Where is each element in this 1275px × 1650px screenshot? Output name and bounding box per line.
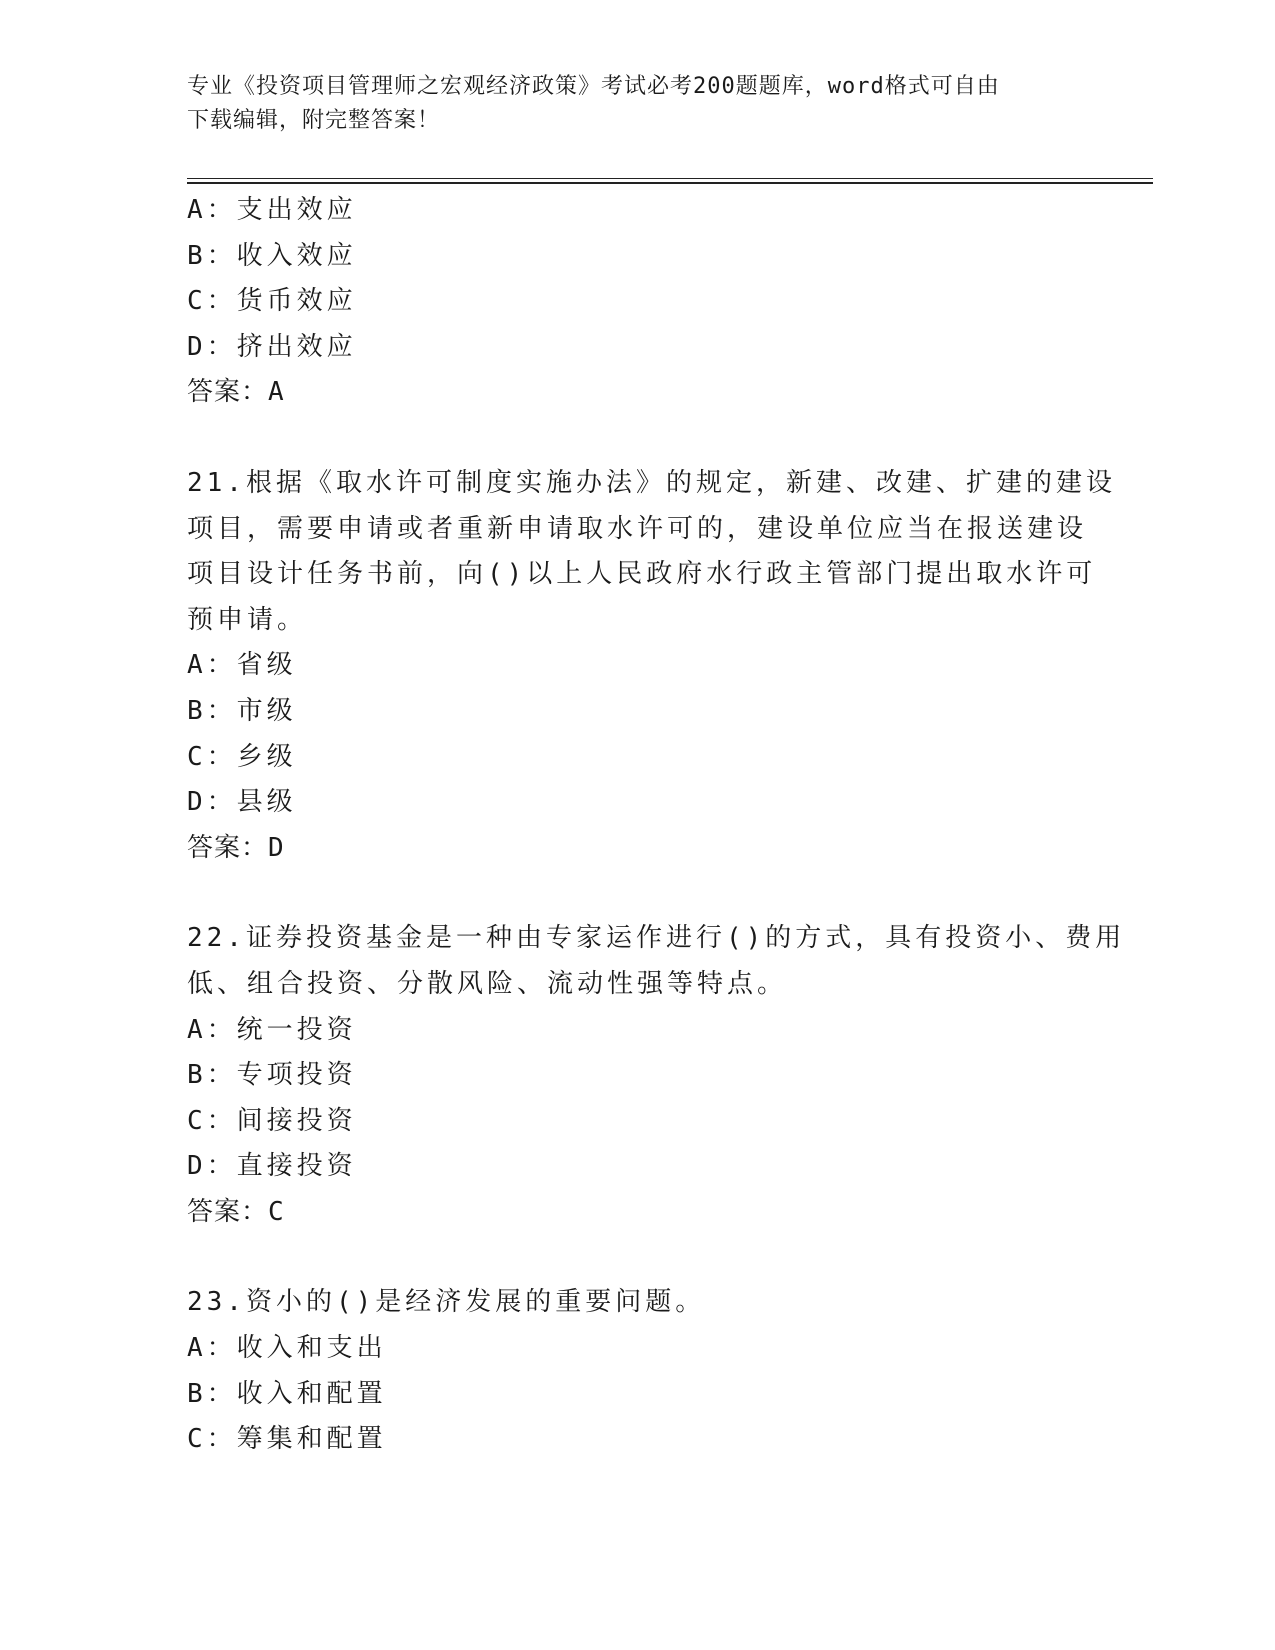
option-b: B：市级: [187, 695, 297, 726]
option-a: A：省级: [187, 650, 297, 681]
question-block-20: [187, 188, 1087, 416]
header-title-line-2: 下载编辑，附完整答案！: [187, 108, 441, 133]
question-block-21: [187, 461, 1116, 871]
option-b: B：专项投资: [187, 1060, 357, 1091]
question-text-line: 预申请。: [187, 604, 308, 635]
answer-line: 答案：C: [187, 1196, 285, 1227]
option-a: A：统一投资: [187, 1014, 357, 1045]
question-text-line: 21.根据《取水许可制度实施办法》的规定，新建、改建、扩建的建设: [187, 467, 1116, 498]
option-c: C：货币效应: [187, 286, 357, 317]
option-c: C：乡级: [187, 741, 297, 772]
question-text-line: 项目，需要申请或者重新申请取水许可的，建设单位应当在报送建设: [187, 513, 1088, 544]
question-text-line: 低、组合投资、分散风险、流动性强等特点。: [187, 968, 788, 999]
question-text-line: 22.证券投资基金是一种由专家运作进行()的方式，具有投资小、费用: [187, 923, 1126, 954]
header-title-line-1: 专业《投资项目管理师之宏观经济政策》考试必考200题题库，word格式可自由: [187, 74, 1000, 99]
spacer: [187, 416, 1087, 461]
question-text-line: 项目设计任务书前，向()以上人民政府水行政主管部门提出取水许可: [187, 559, 1097, 590]
option-b: B：收入效应: [187, 240, 357, 271]
question-list: [187, 188, 1126, 1463]
answer-line: 答案：D: [187, 832, 285, 863]
document-header: [187, 70, 1067, 138]
header-divider-thick: [187, 182, 1153, 184]
spacer: [187, 871, 1087, 916]
option-c: C：筹集和配置: [187, 1424, 387, 1455]
option-b: B：收入和配置: [187, 1378, 387, 1409]
option-a: A：支出效应: [187, 195, 357, 225]
question-block-22: [187, 916, 1126, 1235]
header-divider-thin: [187, 178, 1153, 179]
option-c: C：间接投资: [187, 1105, 357, 1136]
option-a: A：收入和支出: [187, 1333, 387, 1364]
question-block-23: [187, 1280, 1087, 1462]
spacer: [187, 1235, 1087, 1280]
question-text-line: 23.资小的()是经济发展的重要问题。: [187, 1287, 706, 1318]
option-d: D：挤出效应: [187, 331, 357, 362]
option-d: D：直接投资: [187, 1151, 357, 1182]
answer-line: 答案：A: [187, 377, 285, 408]
option-d: D：县级: [187, 787, 297, 818]
